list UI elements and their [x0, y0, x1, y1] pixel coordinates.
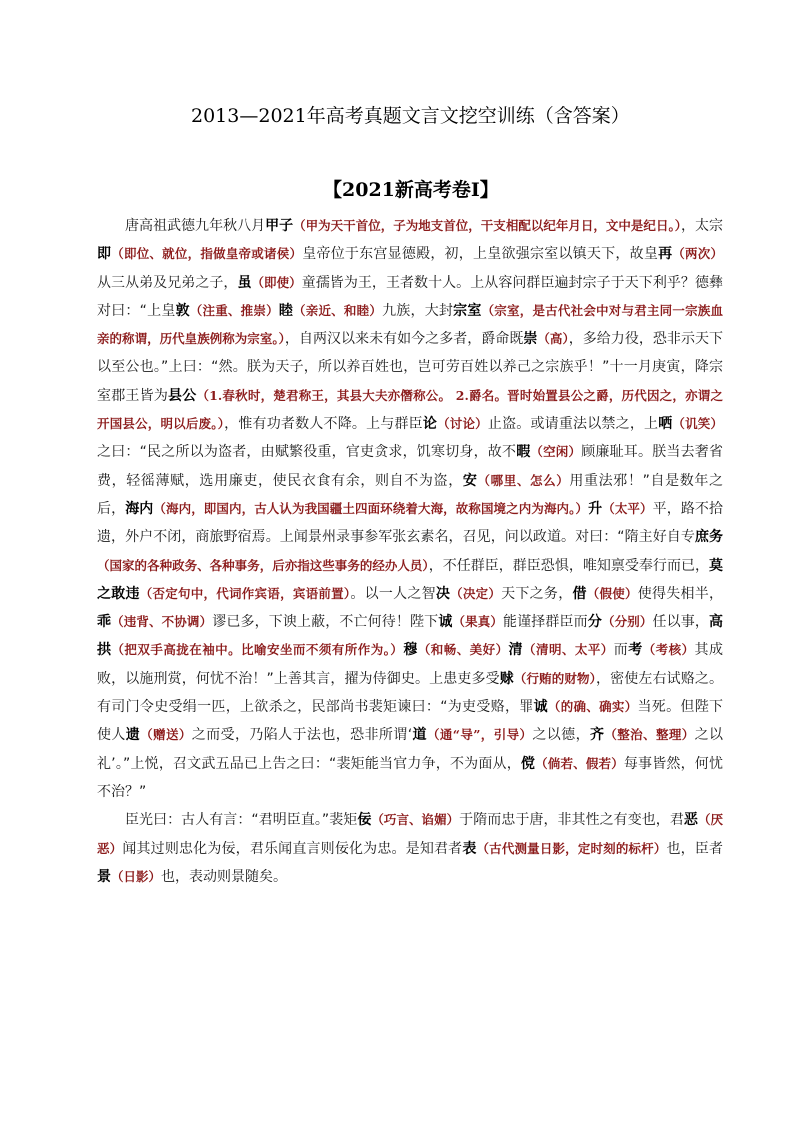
keyword: 赇 — [499, 670, 514, 687]
passage-text: 。以一人之智 — [350, 585, 436, 602]
annotation-note: （赠送） — [140, 727, 192, 743]
passage-text: ，自两汉以来未有如今之多者，爵命既 — [284, 331, 524, 348]
passage-text: ，多给力役，恐非示天下以至公也。”上曰：“然。朕为天子，所以养百姓也，岂可劳百姓以养己之宗族乎！”十一月庚寅，降宗室郡王皆为 — [97, 331, 723, 404]
annotation-note: （的确、确实） — [547, 699, 638, 715]
annotation-note: （宗室，是古代社会中对与君主同一宗族血亲的称谓，历代皇族例称为宗室。） — [97, 302, 723, 347]
keyword: 虽 — [237, 274, 252, 291]
passage-text: ，惟有功者数人不降。上与群臣 — [224, 416, 423, 433]
annotation-note: （国家的各种政务、各种事务，后亦指这些事务的经办人员） — [97, 557, 429, 573]
keyword: 升 — [588, 500, 603, 517]
annotation-note: （巧言、谄媚） — [371, 812, 460, 828]
passage-text: 皇帝位于东宫显德殿，初，上皇欲强宗室以镇天下，故皇 — [302, 246, 659, 263]
annotation-note: （注重、推崇） — [189, 302, 279, 318]
passage-text: 谬已多，下谀上蔽，不亡何待！陛下 — [212, 614, 439, 631]
annotation-note: （讥笑） — [672, 416, 724, 432]
annotation-note: （哪里、怎么） — [477, 472, 570, 488]
annotation-note: （即使） — [251, 274, 302, 290]
annotation-note: （1.春秋时，楚君称王，其县大夫亦僭称公。 2.爵名。晋时始置县公之爵，历代因之，亦谓之开国县公，明以后废。） — [97, 387, 724, 432]
passage-paragraph — [97, 212, 723, 806]
annotation-note: （讨论） — [437, 416, 488, 432]
keyword: 齐 — [589, 727, 605, 744]
keyword: 决 — [435, 585, 451, 602]
passage-text: 之而受，乃陷人于法也，恐非所谓‘ — [191, 727, 413, 744]
annotation-note: （古代测量日影，定时刻的标杆） — [476, 840, 667, 856]
annotation-note: （太平） — [602, 500, 653, 516]
passage-text: 之以德， — [532, 727, 590, 744]
passage-text: 之曰：“民之所以为盗者，由赋繁役重，官吏贪求，饥寒切身，故不 — [97, 444, 517, 461]
annotation-note: （整治、整理） — [604, 727, 695, 743]
keyword: 暇 — [516, 444, 531, 461]
keyword: 宗室 — [453, 302, 482, 319]
passage-text: 使得失相半， — [637, 585, 724, 602]
passage-text: ，密使左右试赂之。有司门令史受绢一匹，上欲杀之，民部尚书裴矩谏曰：“为吏受赂，罪 — [97, 670, 723, 716]
keyword: 论 — [422, 416, 438, 433]
passage-text: 也，臣者 — [666, 840, 723, 857]
passage-text: 臣光曰：古人有言：“君明臣直。”裴矩 — [125, 812, 358, 829]
passage-text: 当死。但陛下使人 — [97, 699, 724, 744]
annotation-note: （日影） — [111, 868, 162, 884]
keyword: 即 — [97, 246, 112, 263]
annotation-note: （厌恶） — [97, 812, 723, 856]
keyword: 乖 — [97, 614, 112, 631]
passage-text: 而 — [613, 642, 629, 659]
keyword: 诚 — [533, 699, 548, 716]
passage-text: 任以事， — [652, 614, 709, 631]
keyword: 再 — [658, 246, 673, 263]
passage-text: ，太宗 — [680, 218, 724, 234]
keyword: 傥 — [520, 755, 536, 772]
annotation-note: （违背、不协调） — [111, 614, 213, 630]
annotation-note: （分别） — [601, 614, 653, 630]
keyword: 庶务 — [694, 529, 723, 546]
annotation-note: （甲为天干首位，子为地支首位，干支相配以纪年月日，文中是纪日。） — [293, 218, 681, 233]
passage-text: 用重法邪！”自是数年之后， — [97, 472, 723, 517]
annotation-note: （行贿的财物） — [513, 670, 597, 686]
passage-body — [97, 212, 723, 891]
keyword: 安 — [462, 472, 478, 489]
annotation-note: （两次） — [672, 246, 723, 262]
passage-text: 其成败，以施刑赏，何忧不治！”上善其言，擢为侍御史。上患吏多受 — [97, 642, 724, 687]
annotation-note: （否定句中，代词作宾语，宾语前置） — [139, 585, 351, 601]
passage-text: 平，路不拾遗，外户不闭，商旅野宿焉。上闻景州录事参军张玄素名，召见，问以政道。对曰：“隋主好自专 — [97, 500, 724, 546]
keyword: 高拱 — [97, 614, 723, 659]
keyword: 清 — [508, 642, 524, 659]
keyword: 恶 — [683, 812, 698, 829]
keyword: 崇 — [523, 331, 538, 348]
annotation-note: （高） — [537, 331, 569, 347]
keyword: 道 — [412, 727, 427, 744]
annotation-note: （空闲） — [530, 444, 582, 460]
passage-text: 童孺皆为王，王者数十人。上从容问群臣遍封宗子于天下利乎？德彝对曰：“上皇 — [97, 274, 723, 319]
passage-text: 止盗。或请重法以禁之，上 — [487, 416, 659, 433]
annotation-note: （决定） — [450, 585, 502, 601]
annotation-note: （考核） — [642, 642, 695, 658]
passage-text: 顾廉耻耳。朕当去奢省费，轻徭薄赋，选用廉吏，使民衣食有余，则自不为盗， — [97, 444, 723, 489]
passage-text: 天下之务， — [501, 585, 573, 602]
passage-text: ，不任群臣，群臣恐惧，唯知禀受奉行而已， — [428, 557, 709, 574]
passage-text: 从三从弟及兄弟之子， — [97, 274, 238, 291]
keyword: 莫之敢违 — [97, 557, 723, 602]
annotation-note: （假使） — [586, 585, 638, 601]
keyword: 佞 — [357, 812, 372, 829]
annotation-note: （清明、太平） — [523, 642, 614, 658]
keyword: 睦 — [278, 302, 294, 319]
keyword: 考 — [628, 642, 643, 659]
passage-paragraph — [97, 806, 723, 891]
keyword: 借 — [572, 585, 587, 602]
keyword: 海内 — [125, 500, 154, 517]
passage-text: 唐高祖武德九年秋八月 — [125, 218, 266, 234]
keyword: 敦 — [175, 302, 190, 319]
passage-text: 于隋而忠于唐，非其性之有变也，君 — [459, 812, 684, 829]
annotation-note: （果真） — [452, 614, 503, 630]
passage-text: 能谨择群臣而 — [503, 614, 588, 631]
annotation-note: （倘若、假若） — [535, 755, 624, 771]
keyword: 甲子 — [265, 218, 294, 234]
keyword: 穆 — [403, 642, 418, 659]
keyword: 遗 — [125, 727, 141, 744]
annotation-note: （亲近、和睦） — [293, 302, 383, 318]
passage-text: 闻其过则忠化为佞，君乐闻直言则佞化为忠。是知君者 — [122, 840, 463, 857]
keyword: 诚 — [438, 614, 453, 631]
annotation-note: （通“导”，引导） — [426, 727, 533, 743]
annotation-note: （和畅、美好） — [417, 642, 509, 658]
keyword: 表 — [462, 840, 477, 857]
document-title: 2013—2021年高考真题文言文挖空训练（含答案） — [191, 105, 630, 127]
passage-text: 每事皆然，何忧不治？” — [97, 755, 723, 800]
keyword: 县公 — [168, 387, 197, 404]
keyword: 景 — [97, 868, 111, 885]
passage-text: 九族，大封 — [382, 302, 454, 319]
annotation-note: （把双手高拢在袖中。比喻安坐而不须有所作为。） — [111, 642, 404, 658]
keyword: 分 — [587, 614, 602, 631]
passage-text: 之以礼’。”上悦，召文武五品已上告之曰：“裴矩能当官力争，不为面从， — [97, 727, 724, 772]
section-title: 【2021新高考卷Ⅰ】 — [323, 179, 499, 201]
passage-text: 也，表动则景随矣。 — [161, 868, 288, 885]
annotation-note: （海内，即国内，古人认为我国疆土四面环绕着大海，故称国境之内为海内。） — [153, 500, 589, 516]
annotation-note: （即位、就位，指做皇帝或诸侯） — [111, 246, 303, 262]
keyword: 哂 — [658, 416, 673, 433]
